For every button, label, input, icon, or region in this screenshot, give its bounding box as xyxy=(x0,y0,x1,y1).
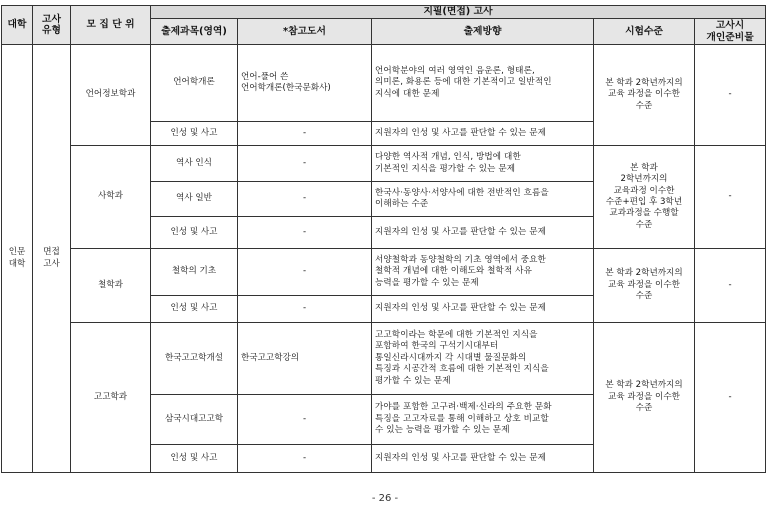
direction-cell: 지원자의 인성 및 사고를 판단할 수 있는 문제 xyxy=(372,217,594,249)
direction-cell: 고고학이라는 학문에 대한 기본적인 지식을 포함하여 한국의 구석기시대부터 통일신라시대까지 각 시대별 물질문화의 특징과 시공간적 흐름에 대한 기본적인 지식을 평가할 수 있는 문제 xyxy=(372,323,594,395)
header-exam-level: 시험수준 xyxy=(594,19,695,45)
header-reference-books: *참고도서 xyxy=(238,19,372,45)
personal-items-cell: - xyxy=(695,323,766,473)
direction-cell: 가야를 포함한 고구려·백제·신라의 주요한 문화 특징을 고고자료를 통해 이해하고 상호 비교할 수 있는 능력을 평가할 수 있는 문제 xyxy=(372,395,594,445)
header-subject: 출제과목(영역) xyxy=(151,19,238,45)
table-row xyxy=(2,45,766,122)
recruit-unit-cell: 언어정보학과 xyxy=(71,45,151,146)
page-number: - 26 - xyxy=(371,493,399,504)
direction-cell: 지원자의 인성 및 사고를 판단할 수 있는 문제 xyxy=(372,445,594,473)
recruit-unit-cell: 사학과 xyxy=(71,146,151,249)
personal-items-cell: - xyxy=(695,249,766,323)
table-row xyxy=(2,146,766,182)
subject-cell: 인성 및 사고 xyxy=(151,217,238,249)
direction-cell: 언어학분야의 여러 영역인 음운론, 형태론, 의미론, 화용론 등에 대한 기본적이고 일반적인 지식에 대한 문제 xyxy=(372,45,594,122)
exam-type-cell: 면접 고사 xyxy=(33,45,71,473)
direction-cell: 한국사·동양사·서양사에 대한 전반적인 흐름을 이해하는 수준 xyxy=(372,182,594,217)
recruit-unit-cell: 고고학과 xyxy=(71,323,151,473)
header-written-interview-group: 지필(면접) 고사 xyxy=(151,6,766,19)
reference-book-cell: 한국고고학강의 xyxy=(238,323,372,395)
personal-items-cell: - xyxy=(695,146,766,249)
subject-cell: 언어학개론 xyxy=(151,45,238,122)
exam-info-table xyxy=(1,5,766,473)
subject-cell: 철학의 기초 xyxy=(151,249,238,296)
direction-cell: 지원자의 인성 및 사고를 판단할 수 있는 문제 xyxy=(372,122,594,146)
direction-cell: 서양철학과 동양철학의 기초 영역에서 중요한 철학적 개념에 대한 이해도와 철학적 사유 능력을 평가할 수 있는 문제 xyxy=(372,249,594,296)
reference-book-cell: - xyxy=(238,395,372,445)
exam-level-cell: 본 학과 2학년까지의 교육 과정을 이수한 수준 xyxy=(594,45,695,146)
recruit-unit-cell: 철학과 xyxy=(71,249,151,323)
table-row xyxy=(2,249,766,296)
subject-cell: 삼국시대고고학 xyxy=(151,395,238,445)
subject-cell: 한국고고학개설 xyxy=(151,323,238,395)
subject-cell: 역사 인식 xyxy=(151,146,238,182)
reference-book-cell: - xyxy=(238,182,372,217)
reference-book-cell: 언어-풀어 쓴 언어학개론(한국문화사) xyxy=(238,45,372,122)
reference-book-cell: - xyxy=(238,217,372,249)
direction-cell: 다양한 역사적 개념, 인식, 방법에 대한 기본적인 지식을 평가할 수 있는 문제 xyxy=(372,146,594,182)
reference-book-cell: - xyxy=(238,249,372,296)
header-college: 대학 xyxy=(2,6,33,45)
exam-level-cell: 본 학과 2학년까지의 교육 과정을 이수한 수준 xyxy=(594,249,695,323)
reference-book-cell: - xyxy=(238,146,372,182)
subject-cell: 인성 및 사고 xyxy=(151,445,238,473)
header-exam-type: 고사 유형 xyxy=(33,6,71,45)
table-row xyxy=(2,323,766,395)
reference-book-cell: - xyxy=(238,122,372,146)
header-direction: 출제방향 xyxy=(372,19,594,45)
reference-book-cell: - xyxy=(238,445,372,473)
direction-cell: 지원자의 인성 및 사고를 판단할 수 있는 문제 xyxy=(372,296,594,323)
exam-level-cell: 본 학과 2학년까지의 교육 과정을 이수한 수준 xyxy=(594,323,695,473)
college-cell: 인문 대학 xyxy=(2,45,33,473)
exam-level-cell: 본 학과 2학년까지의 교육과정 이수한 수준+편입 후 3학년 교과과정을 수행할 수준 xyxy=(594,146,695,249)
reference-book-cell: - xyxy=(238,296,372,323)
header-recruit-unit: 모 집 단 위 xyxy=(71,6,151,45)
header-personal-items: 고사시 개인준비물 xyxy=(695,19,766,45)
personal-items-cell: - xyxy=(695,45,766,146)
subject-cell: 인성 및 사고 xyxy=(151,296,238,323)
subject-cell: 인성 및 사고 xyxy=(151,122,238,146)
subject-cell: 역사 일반 xyxy=(151,182,238,217)
